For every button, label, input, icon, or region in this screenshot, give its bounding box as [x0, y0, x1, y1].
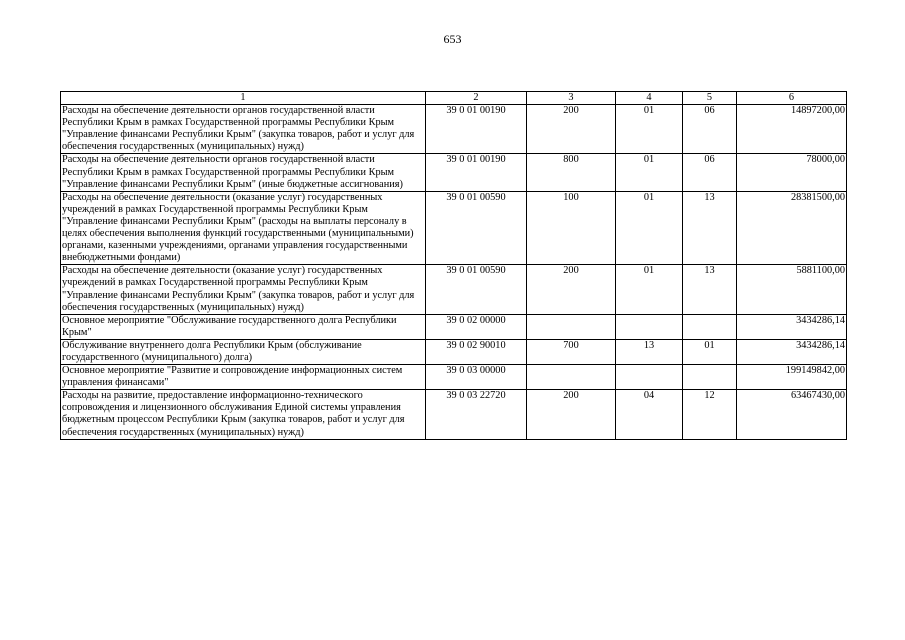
section-code [616, 365, 683, 390]
subsection-code: 06 [683, 154, 737, 191]
target-article-code: 39 0 02 90010 [426, 339, 527, 364]
expense-type-code: 200 [527, 390, 616, 439]
table-row [61, 265, 847, 314]
subsection-code: 13 [683, 191, 737, 265]
expense-type-code: 100 [527, 191, 616, 265]
amount: 199149842,00 [737, 365, 847, 390]
target-article-code: 39 0 01 00190 [426, 105, 527, 154]
budget-table [60, 91, 847, 440]
amount: 63467430,00 [737, 390, 847, 439]
subsection-code: 06 [683, 105, 737, 154]
table-row [61, 105, 847, 154]
expense-name: Расходы на обеспечение деятельности (оказание услуг) государственных учреждений в рамках Государственной программы Республики Крым "Управление финансами Республики Крым" (закупка товаров, работ и услуг для обеспечения государственных (муниципальных) нужд) [61, 265, 426, 314]
section-code: 01 [616, 105, 683, 154]
table-row [61, 390, 847, 439]
target-article-code: 39 0 01 00590 [426, 191, 527, 265]
subsection-code: 01 [683, 339, 737, 364]
table-row [61, 191, 847, 265]
subsection-code [683, 365, 737, 390]
column-header: 3 [527, 92, 616, 105]
column-header: 4 [616, 92, 683, 105]
section-code: 04 [616, 390, 683, 439]
expense-name: Расходы на обеспечение деятельности (оказание услуг) государственных учреждений в рамках Государственной программы Республики Крым "Управление финансами Республики Крым" (расходы на выплаты персоналу в целях обеспечения выполнения функций государственными (муниципальными) органами, казенными учреждениями, органами управления государственными внебюджетными фондами) [61, 191, 426, 265]
target-article-code: 39 0 01 00590 [426, 265, 527, 314]
page-number: 653 [443, 32, 462, 46]
expense-name: Обслуживание внутреннего долга Республики Крым (обслуживание государственного (муниципального) долга) [61, 339, 426, 364]
table-row [61, 314, 847, 339]
expense-type-code [527, 314, 616, 339]
subsection-code: 13 [683, 265, 737, 314]
amount: 3434286,14 [737, 314, 847, 339]
expense-type-code: 800 [527, 154, 616, 191]
section-code: 01 [616, 265, 683, 314]
table-row [61, 365, 847, 390]
target-article-code: 39 0 03 22720 [426, 390, 527, 439]
expense-name: Расходы на развитие, предоставление информационно-технического сопровождения и лицензионного обслуживания Единой системы управления бюджетным процессом Республики Крым (закупка товаров, работ и услуг для обеспечения государственных (муниципальных) нужд) [61, 390, 426, 439]
section-code: 01 [616, 191, 683, 265]
column-header: 6 [737, 92, 847, 105]
expense-type-code: 200 [527, 265, 616, 314]
section-code: 13 [616, 339, 683, 364]
column-header: 5 [683, 92, 737, 105]
section-code: 01 [616, 154, 683, 191]
expense-name: Расходы на обеспечение деятельности органов государственной власти Республики Крым в рамках Государственной программы Республики Крым "Управление финансами Республики Крым" (закупка товаров, работ и услуг для обеспечения государственных (муниципальных) нужд) [61, 105, 426, 154]
expense-type-code [527, 365, 616, 390]
expense-type-code: 700 [527, 339, 616, 364]
table-row [61, 154, 847, 191]
expense-name: Расходы на обеспечение деятельности органов государственной власти Республики Крым в рамках Государственной программы Республики Крым "Управление финансами Республики Крым" (иные бюджетные ассигнования) [61, 154, 426, 191]
column-header: 1 [61, 92, 426, 105]
target-article-code: 39 0 01 00190 [426, 154, 527, 191]
expense-name: Основное мероприятие "Обслуживание государственного долга Республики Крым" [61, 314, 426, 339]
target-article-code: 39 0 02 00000 [426, 314, 527, 339]
subsection-code [683, 314, 737, 339]
expense-name: Основное мероприятие "Развитие и сопровождение информационных систем управления финансами" [61, 365, 426, 390]
amount: 14897200,00 [737, 105, 847, 154]
amount: 28381500,00 [737, 191, 847, 265]
table-row [61, 339, 847, 364]
table-header-row [61, 92, 847, 105]
subsection-code: 12 [683, 390, 737, 439]
amount: 5881100,00 [737, 265, 847, 314]
section-code [616, 314, 683, 339]
amount: 3434286,14 [737, 339, 847, 364]
column-header: 2 [426, 92, 527, 105]
expense-type-code: 200 [527, 105, 616, 154]
target-article-code: 39 0 03 00000 [426, 365, 527, 390]
amount: 78000,00 [737, 154, 847, 191]
